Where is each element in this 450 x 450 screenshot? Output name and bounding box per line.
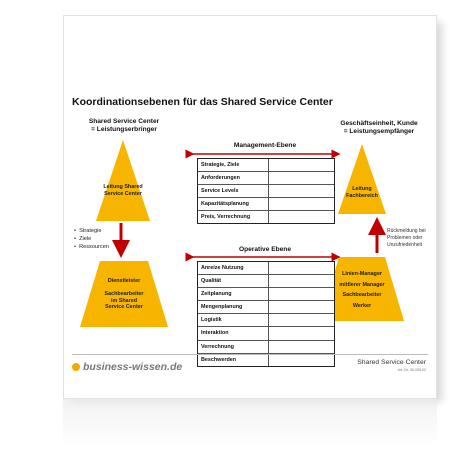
operative-label: Operative Ebene [238, 246, 292, 253]
list-item: • Ressourcen [74, 244, 109, 251]
table-row: Service Levels [198, 185, 334, 198]
table-row: Qualität [198, 275, 334, 288]
footer-document-title: Shared Service Center [357, 359, 426, 366]
left-trapezoid-label: Dienstleister Sachbearbeiter im Shared Service Center [104, 278, 144, 311]
table-row: Zeitplanung [198, 288, 334, 301]
list-item: • Ziele [74, 236, 92, 243]
table-row: Mengenplanung [198, 301, 334, 314]
table-row: Logistik [198, 314, 334, 327]
document-reflection [63, 397, 437, 447]
document-title: Koordinationsebenen für das Shared Service Center [72, 96, 333, 108]
table-row: Beschwerden [198, 354, 334, 366]
left-header: Shared Service Center = Leistungserbringer [88, 118, 160, 133]
table-row: Interaktion [198, 327, 334, 340]
table-row: Verrechnung [198, 341, 334, 354]
list-item: • Strategie [74, 228, 102, 234]
table-row: Preis, Verrechnung [198, 211, 334, 223]
table-row: Anforderungen [198, 172, 334, 185]
management-table [197, 158, 335, 224]
brand-logo: business-wissen.de [72, 361, 182, 373]
table-row: Kapazitätsplanung [198, 198, 334, 211]
document-preview [63, 15, 437, 399]
right-top-triangle [338, 144, 386, 214]
right-header: Geschäftseinheit, Kunde = Leistungsempfänger [340, 120, 418, 135]
brand-dot-icon [72, 363, 80, 371]
footer-article-number: Art.-Nr. 36.095.02 [397, 368, 426, 372]
left-top-triangle-label: Leitung Shared Service Center [103, 184, 143, 197]
left-top-triangle [96, 140, 150, 221]
management-label: Management-Ebene [233, 142, 297, 149]
operative-table [197, 261, 335, 367]
table-row: Strategie, Ziele [198, 159, 334, 172]
feedback-note: Rückmeldung bei Problemen oder Unzufriedenheit [387, 228, 426, 248]
bullet-list [74, 227, 109, 251]
right-trapezoid-label: Linien-Manager mittlerer Manager Sachbearbeiter Werker [339, 271, 385, 309]
footer-divider [72, 354, 428, 355]
table-row: Anreize Nutzung [198, 262, 334, 275]
right-top-triangle-label: Leitung Fachbereich [346, 186, 378, 199]
